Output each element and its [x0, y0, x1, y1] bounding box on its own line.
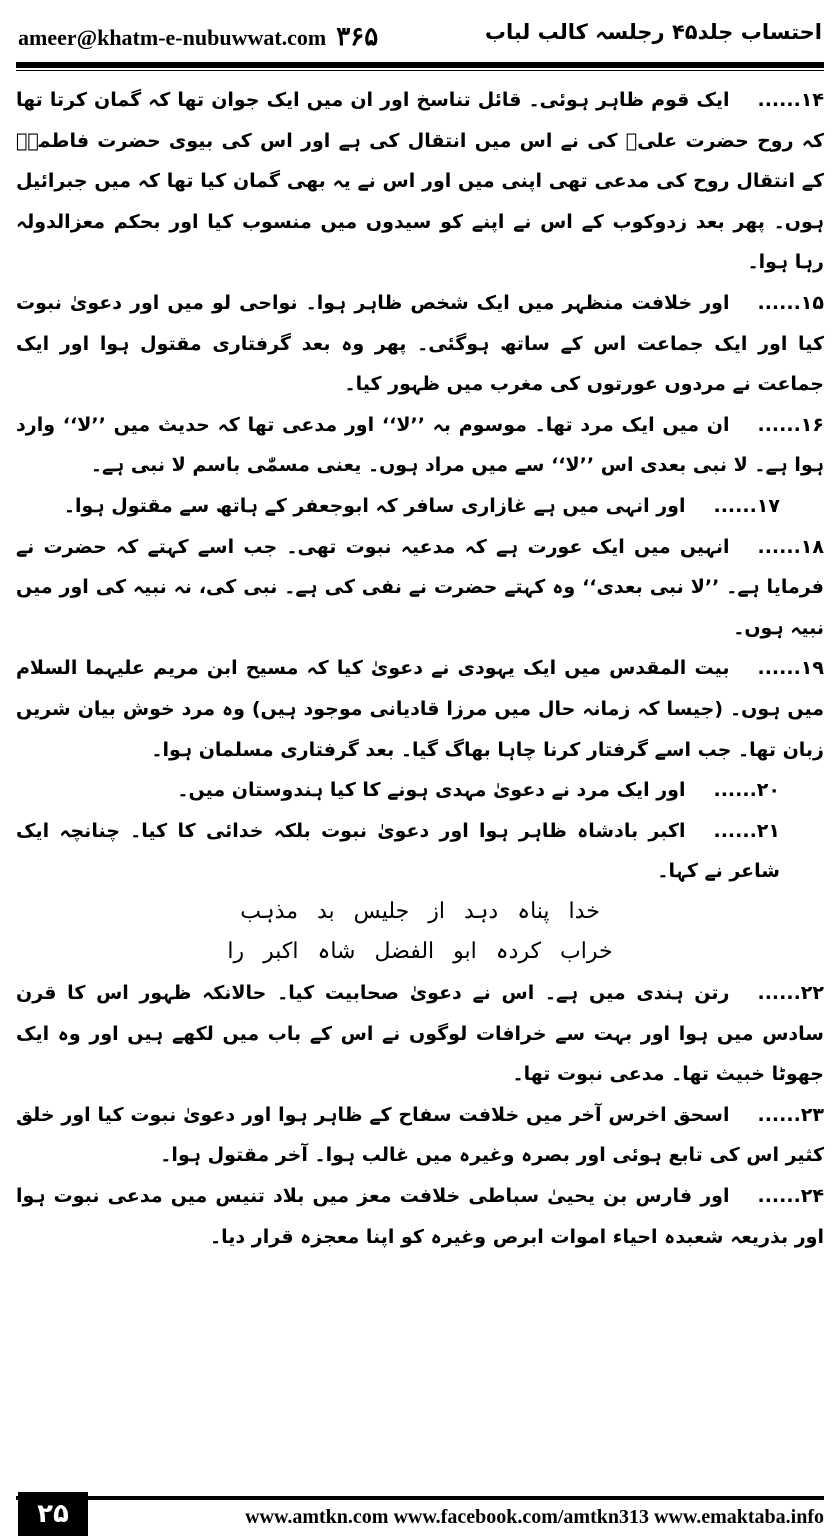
paragraph-text: انہیں میں ایک عورت ہے کہ مدعیہ نبوت تھی۔ جب اسے کہتے کہ حضرت نے فرمایا ہے۔ ’’لا نبی بعدی‘‘ وہ کہتے حضرت نے نفی کی ہے۔ نبی کی، نہ نبیہ کی اور میں نبیہ ہوں۔	[16, 535, 824, 639]
paragraph-text: اور انہی میں ہے غازاری سافر کہ ابوجعفر کے ہاتھ سے مقتول ہوا۔	[63, 494, 686, 517]
paragraph-number: ۱۸......	[757, 535, 824, 558]
paragraph-16	[16, 405, 824, 486]
header-email: ameer@khatm-e-nubuwwat.com	[18, 25, 327, 50]
paragraph-text: اور ایک مرد نے دعویٰ مہدی ہونے کا کیا ہندوستان میں۔	[177, 779, 686, 802]
paragraph-22	[16, 973, 824, 1095]
page-footer	[0, 1488, 840, 1540]
paragraph-15	[16, 283, 824, 405]
verse-line-2: خراب کردہ ابو الفضل شاہ اکبر را	[227, 939, 613, 965]
paragraph-23	[16, 1095, 824, 1176]
paragraph-24	[16, 1176, 824, 1257]
header-rule-thin	[16, 70, 824, 71]
paragraph-number: ۱۷......	[713, 494, 780, 517]
header-title: احتساب جلد۴۵ رجلسہ کالب لباب	[484, 20, 822, 44]
paragraph-text: اکبر بادشاہ ظاہر ہوا اور دعویٰ نبوت بلکہ خدائی کا کیا۔ چنانچہ ایک شاعر نے کہا۔	[16, 819, 780, 883]
paragraph-number: ۲۱......	[713, 819, 780, 842]
paragraph-number: ۱۴......	[757, 89, 824, 111]
footer-links: www.amtkn.com www.facebook.com/amtkn313 www.emaktaba.info	[245, 1506, 824, 1528]
paragraph-text: ایک قوم ظاہر ہوئی۔ قائل تناسخ اور ان میں ایک جوان تھا کہ گمان کرتا تھا کہ روح حضرت علیؓ کی نے اس میں انتقال کی ہے اور اس کی بیوی حضرت فاطمہؓ کے انتقال روح کی مدعی تھی اپنی میں اور اس نے یہ بھی گمان کیا تھا کہ میں جبرائیل ہوں۔ پھر بعد زدوکوب کے اس نے اپنے کو سیدوں میں منسوب کیا اور بحکم معزالدولہ رہا ہوا۔	[16, 89, 824, 274]
verse-line-1: خدا پناہ دہد از جلیس بد مذہب	[240, 898, 600, 924]
paragraph-number: ۲۴......	[757, 1185, 824, 1208]
paragraph-20	[16, 770, 824, 811]
paragraph-number: ۲۰......	[713, 779, 780, 802]
paragraph-number: ۲۳......	[757, 1103, 824, 1126]
paragraph-14	[16, 80, 824, 283]
paragraph-17	[16, 486, 824, 527]
page-body	[16, 80, 824, 1450]
paragraph-text: اسحق اخرس آخر میں خلافت سفاح کے ظاہر ہوا اور دعویٰ نبوت کیا اور خلق کثیر اس کی تابع ہوئی اور بصرہ وغیرہ میں غالب ہوا۔ آخر مقتول ہوا۔	[16, 1103, 824, 1167]
page-header	[0, 0, 840, 66]
paragraph-number: ۱۹......	[757, 657, 824, 680]
paragraph-number: ۱۵......	[757, 291, 824, 314]
paragraph-text: بیت المقدس میں ایک یہودی نے دعویٰ کیا کہ مسیح ابن مریم علیہما السلام میں ہوں۔ (جیسا کہ زمانہ حال میں مرزا قادیانی موجود ہیں) وہ مرد خوش بیان شریں زبان تھا۔ جب اسے گرفتار کرنا چاہا بھاگ گیا۔ بعد گرفتاری مسلمان ہوا۔	[16, 657, 824, 761]
paragraph-number: ۲۲......	[757, 982, 824, 1005]
footer-page-number: ۲۵	[18, 1492, 88, 1536]
paragraph-number: ۱۶......	[757, 413, 824, 436]
paragraph-18	[16, 527, 824, 649]
paragraph-text: ان میں ایک مرد تھا۔ موسوم بہ ’’لا‘‘ اور مدعی تھا کہ حدیث میں ’’لا‘‘ وارد ہوا ہے۔ لا نبی بعدی اس ’’لا‘‘ سے میں مراد ہوں۔ یعنی مسمّٰی باسم لا نبی ہے۔	[16, 413, 824, 477]
header-left	[18, 22, 378, 52]
header-rule-thick	[16, 62, 824, 68]
header-page-number: ۳۶۵	[336, 22, 379, 51]
paragraph-text: اور فارس بن یحییٰ سباطی خلافت معز میں بلاد تنیس میں مدعی نبوت ہوا اور بذریعہ شعبدہ احیاء اموات ابرص وغیرہ کو اپنا معجزہ قرار دیا۔	[16, 1185, 824, 1248]
paragraph-19	[16, 648, 824, 770]
paragraph-text: رتن ہندی میں ہے۔ اس نے دعویٰ صحابیت کیا۔ حالانکہ ظہور اس کا قرن سادس میں ہوا اور بہت سے خرافات لوگوں نے اس کے باب میں لکھے ہیں اور وہ ایک جھوٹا خبیث تھا۔ مدعی نبوت تھا۔	[16, 982, 824, 1086]
paragraph-21	[16, 811, 824, 892]
paragraph-text: اور خلافت منظہر میں ایک شخص ظاہر ہوا۔ نواحی لو میں اور دعویٰ نبوت کیا اور ایک جماعت اس کے ساتھ ہوگئی۔ پھر وہ بعد گرفتاری مقتول ہوا اور ایک جماعت نے مردوں عورتوں کی مغرب میں ظہور کیا۔	[16, 291, 824, 396]
